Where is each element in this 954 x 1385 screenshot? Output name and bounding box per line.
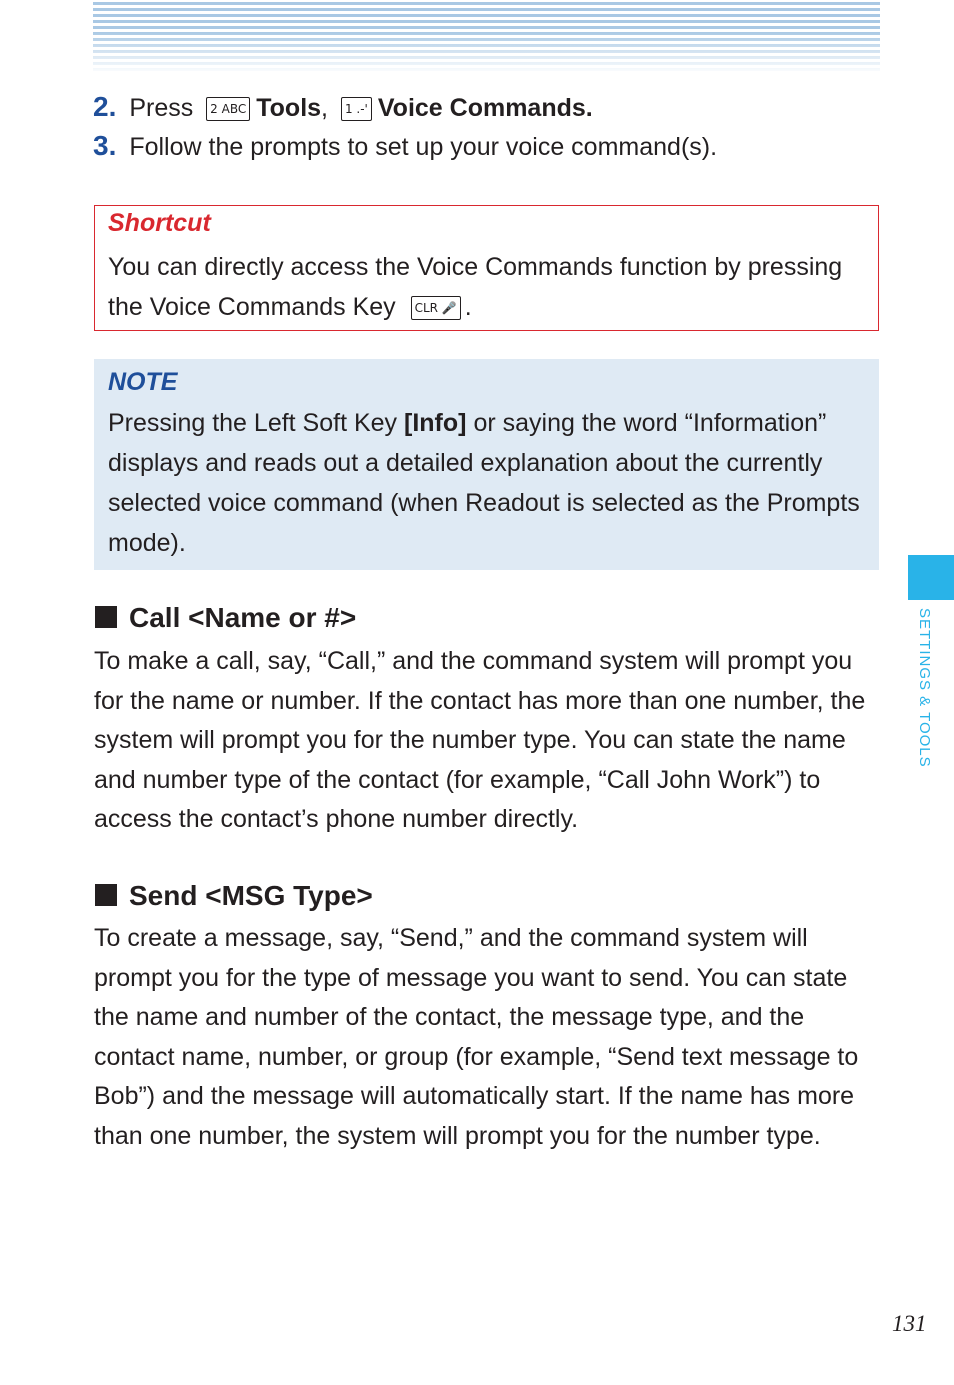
note-title: NOTE — [108, 368, 178, 396]
side-tab-label: SETTINGS & TOOLS — [916, 608, 933, 768]
note-text-end: or saying the word “Information” displays and reads out a detailed explanation about the currently selected voice command (when Readout is selected as the Prompts mode). — [108, 409, 860, 557]
square-bullet-icon — [95, 606, 117, 628]
section-heading-text: Send <MSG Type> — [129, 880, 373, 911]
section-body-send: To create a message, say, “Send,” and the command system will prompt you for the type of message you want to send. You can state the name and number of the contact, the message type, and the contact name, number, or group (for example, “Send text message to Bob”) and the message will automatically start. If the name has more than one number, the system will prompt you for the number type. — [94, 924, 859, 1150]
section-heading-call — [95, 602, 356, 634]
voice-commands-label: Voice Commands. — [377, 94, 593, 122]
voice-commands-clr-key-icon — [411, 296, 461, 320]
voice-commands-key-icon: 1 .-' — [341, 97, 372, 121]
header-stripe-fade — [93, 2, 880, 74]
step-prefix: Press — [129, 94, 194, 122]
shortcut-text — [108, 247, 868, 327]
shortcut-text-main: You can directly access the Voice Commands function by pressing the Voice Commands Key — [108, 253, 843, 321]
tools-label: Tools — [256, 94, 322, 122]
step-text: Follow the prompts to set up your voice command(s). — [129, 133, 718, 161]
separator: , — [321, 94, 328, 122]
microphone-icon: 🎤 — [441, 301, 457, 316]
shortcut-title: Shortcut — [108, 209, 211, 237]
info-soft-key-label: [Info] — [404, 409, 467, 437]
step-2 — [93, 92, 593, 123]
clr-key-label: CLR — [414, 301, 439, 316]
note-text — [108, 403, 868, 563]
page-number: 131 — [892, 1311, 927, 1336]
note-text-start: Pressing the Left Soft Key — [108, 409, 398, 437]
step-3 — [93, 131, 717, 162]
step-number: 3. — [93, 130, 117, 161]
shortcut-text-end: . — [464, 293, 472, 321]
section-heading-text: Call <Name or #> — [129, 602, 357, 633]
section-heading-send — [95, 880, 373, 912]
tools-key-icon: 2 ABC — [206, 97, 250, 121]
square-bullet-icon — [95, 884, 117, 906]
step-number: 2. — [93, 91, 117, 122]
section-body-call: To make a call, say, “Call,” and the command system will prompt you for the name or number. If the contact has more than one number, the system will prompt you for the number type. You can state the name and number type of the contact (for example, “Call John Work”) to access the contact’s phone number directly. — [94, 647, 866, 834]
side-tab — [908, 555, 954, 600]
